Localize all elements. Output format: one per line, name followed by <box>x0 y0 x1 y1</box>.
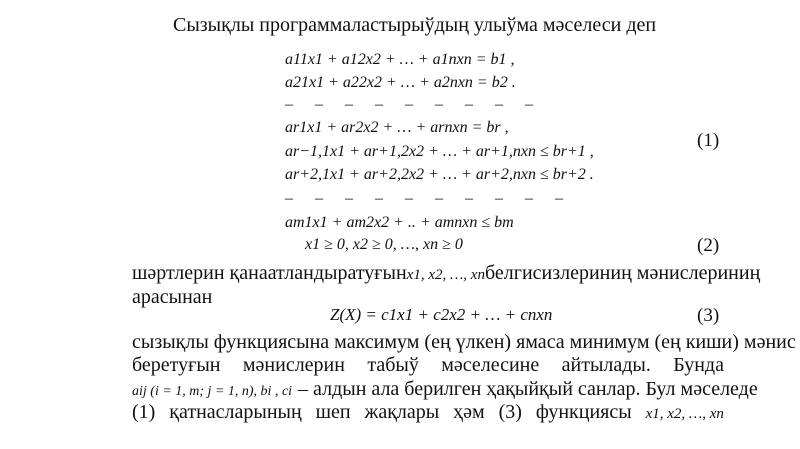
para2-variables: x1, x2, …, xn <box>645 406 724 422</box>
paragraph-line-5 <box>132 378 758 401</box>
word: функциясы <box>535 401 632 423</box>
para1-right-text: белгисизлериниң мәнислериниң <box>484 262 761 284</box>
ellipsis-row-1: – – – – – – – – – <box>285 96 542 113</box>
equation-label-1: (1) <box>697 130 720 151</box>
paragraph-line-1 <box>132 262 761 285</box>
word: мәнислерин <box>242 354 345 376</box>
word: беретуғын <box>132 354 221 376</box>
ellipsis-row-2: – – – – – – – – – – <box>285 190 572 207</box>
word: айтылады. <box>561 354 651 376</box>
word: табыў <box>367 354 419 376</box>
paragraph-line-4 <box>132 354 724 377</box>
constraint-row-r1: ar−1,1x1 + ar+1,2x2 + … + ar+1,nxn ≤ br+1 , <box>285 143 594 160</box>
paragraph-line-6 <box>132 401 724 424</box>
word: ҳәм <box>453 401 485 423</box>
constraint-row-r2: ar+2,1x1 + ar+2,2x2 + … + ar+2,nxn ≤ br+2 . <box>285 166 594 183</box>
coefficients-description: – алдын ала берилген ҳақыйқый санлар. Бул мәселеде <box>298 378 758 400</box>
word: (3) <box>498 401 522 423</box>
constraint-row-2: a21x1 + a22x2 + … + a2nxn = b2 . <box>285 74 516 91</box>
word: шеп <box>315 401 351 423</box>
objective-function: Z(X) = c1x1 + c2x2 + … + cnxn <box>330 305 553 324</box>
word: Бунда <box>673 354 724 376</box>
paragraph-line-3: сызықлы функциясына максимум (ең үлкен) ямаса минимум (ең киши) мәнис <box>132 331 796 353</box>
nonnegativity-constraint: x1 ≥ 0, x2 ≥ 0, …, xn ≥ 0 <box>305 236 463 253</box>
word: мәселесине <box>441 354 540 376</box>
coefficients-definition: aij (i = 1, m; j = 1, n), bi , ci <box>132 384 293 399</box>
constraint-row-1: a11x1 + a12x2 + … + a1nxn = b1 , <box>285 51 515 68</box>
equation-label-3: (3) <box>697 305 720 326</box>
word: жақлары <box>364 401 440 423</box>
word: (1) <box>132 401 156 423</box>
constraint-row-m: am1x1 + am2x2 + .. + amnxn ≤ bm <box>285 214 514 231</box>
para1-variables: x1, x2, …, xn <box>406 267 485 283</box>
word: қатнасларының <box>169 401 302 423</box>
para1-left-text: шәртлерин қанаатландыратуғын <box>132 262 407 284</box>
constraint-row-r: ar1x1 + ar2x2 + … + arnxn = br , <box>285 119 509 136</box>
problem-title: Сызықлы программаластырыўдың улыўма мәселеси деп <box>173 14 657 36</box>
equation-label-2: (2) <box>697 235 720 256</box>
paragraph-line-2: арасынан <box>132 286 213 308</box>
